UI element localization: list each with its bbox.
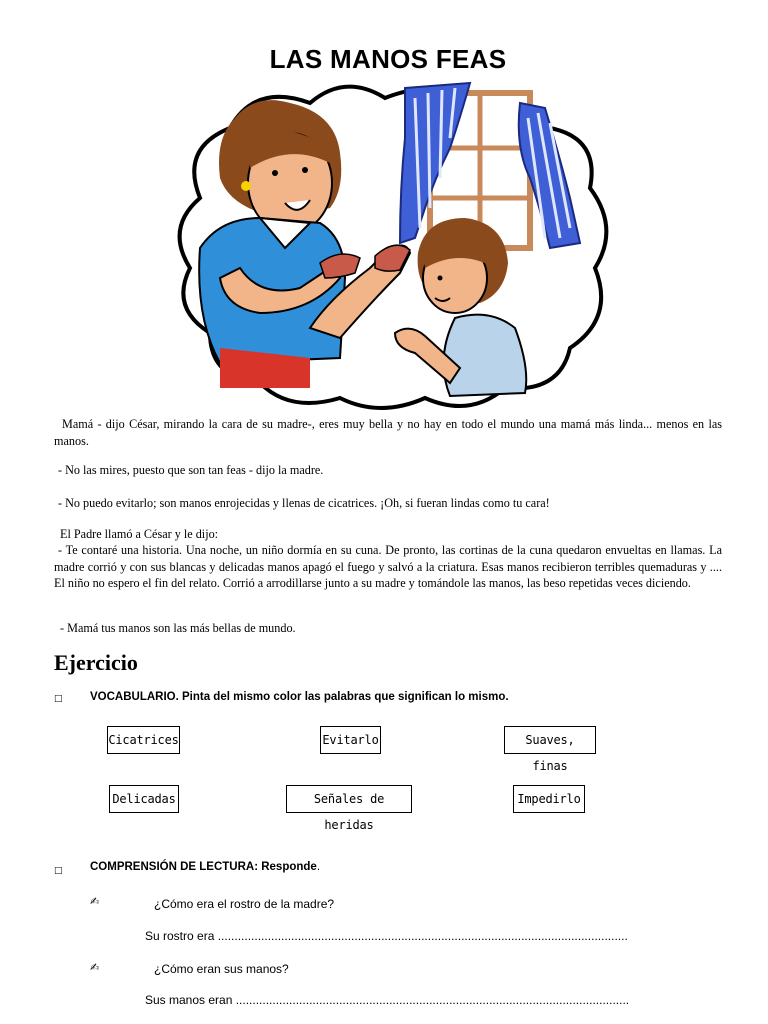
vocab-instruction: VOCABULARIO. Pinta del mismo color las palabras que significan lo mismo. [90,691,509,703]
vocab-word-box[interactable]: Suaves, finas [504,726,596,754]
pen-icon: ✍ [90,895,100,908]
vocab-word-box[interactable]: Delicadas [109,785,179,813]
vocab-word-box[interactable]: Cicatrices [107,726,180,754]
question-2: ¿Cómo eran sus manos? [154,962,289,976]
answer-line-1[interactable]: Su rostro era ........................................................................................................................... [145,929,628,943]
exercise-heading: Ejercicio [54,650,138,675]
story-paragraph-2: - No las mires, puesto que son tan feas - dijo la madre. [58,463,324,477]
vocab-word-box[interactable]: Impedirlo [513,785,585,813]
question-1: ¿Cómo era el rostro de la madre? [154,897,335,911]
mother-and-son-illustration [160,78,620,413]
story-paragraph-4: - Te contaré una historia. Una noche, un niño dormía en su cuna. De pronto, las cortinas de la cuna quedaron envueltas en llamas. La madre corrió y con sus blancas y delicadas manos apagó el fuego y salvó a la criatura. Esas manos recibieron terribles quemaduras y .... El niño no espero el fin del relato. Corrió a arrodillarse junto a su madre y tomándole las manos, las beso repetidas veces diciendo. [54,543,722,590]
answer-line-2[interactable]: Sus manos eran ...................................................................................................................... [145,993,630,1007]
pen-icon: ✍ [90,961,100,974]
story-paragraph-3: - No puedo evitarlo; son manos enrojecidas y llenas de cicatrices. ¡Oh, si fueran lindas como tu cara! [58,496,550,510]
vocab-word-box[interactable]: Señales de heridas [286,785,412,813]
checkbox-bullet-icon: □ [54,866,63,876]
vocab-word-box[interactable]: Evitarlo [320,726,381,754]
page-title: LAS MANOS FEAS [269,44,507,74]
story-paragraph-4-intro: El Padre llamó a César y le dijo: [60,527,219,541]
story-paragraph-5: - Mamá tus manos son las más bellas de mundo. [60,621,296,635]
story-paragraph-1: Mamá - dijo César, mirando la cara de su madre-, eres muy bella y no hay en todo el mundo una mamá más linda... menos en las manos. [54,417,722,448]
comprehension-instruction: COMPRENSIÓN DE LECTURA: Responde. [90,861,321,873]
checkbox-bullet-icon: □ [54,694,63,704]
